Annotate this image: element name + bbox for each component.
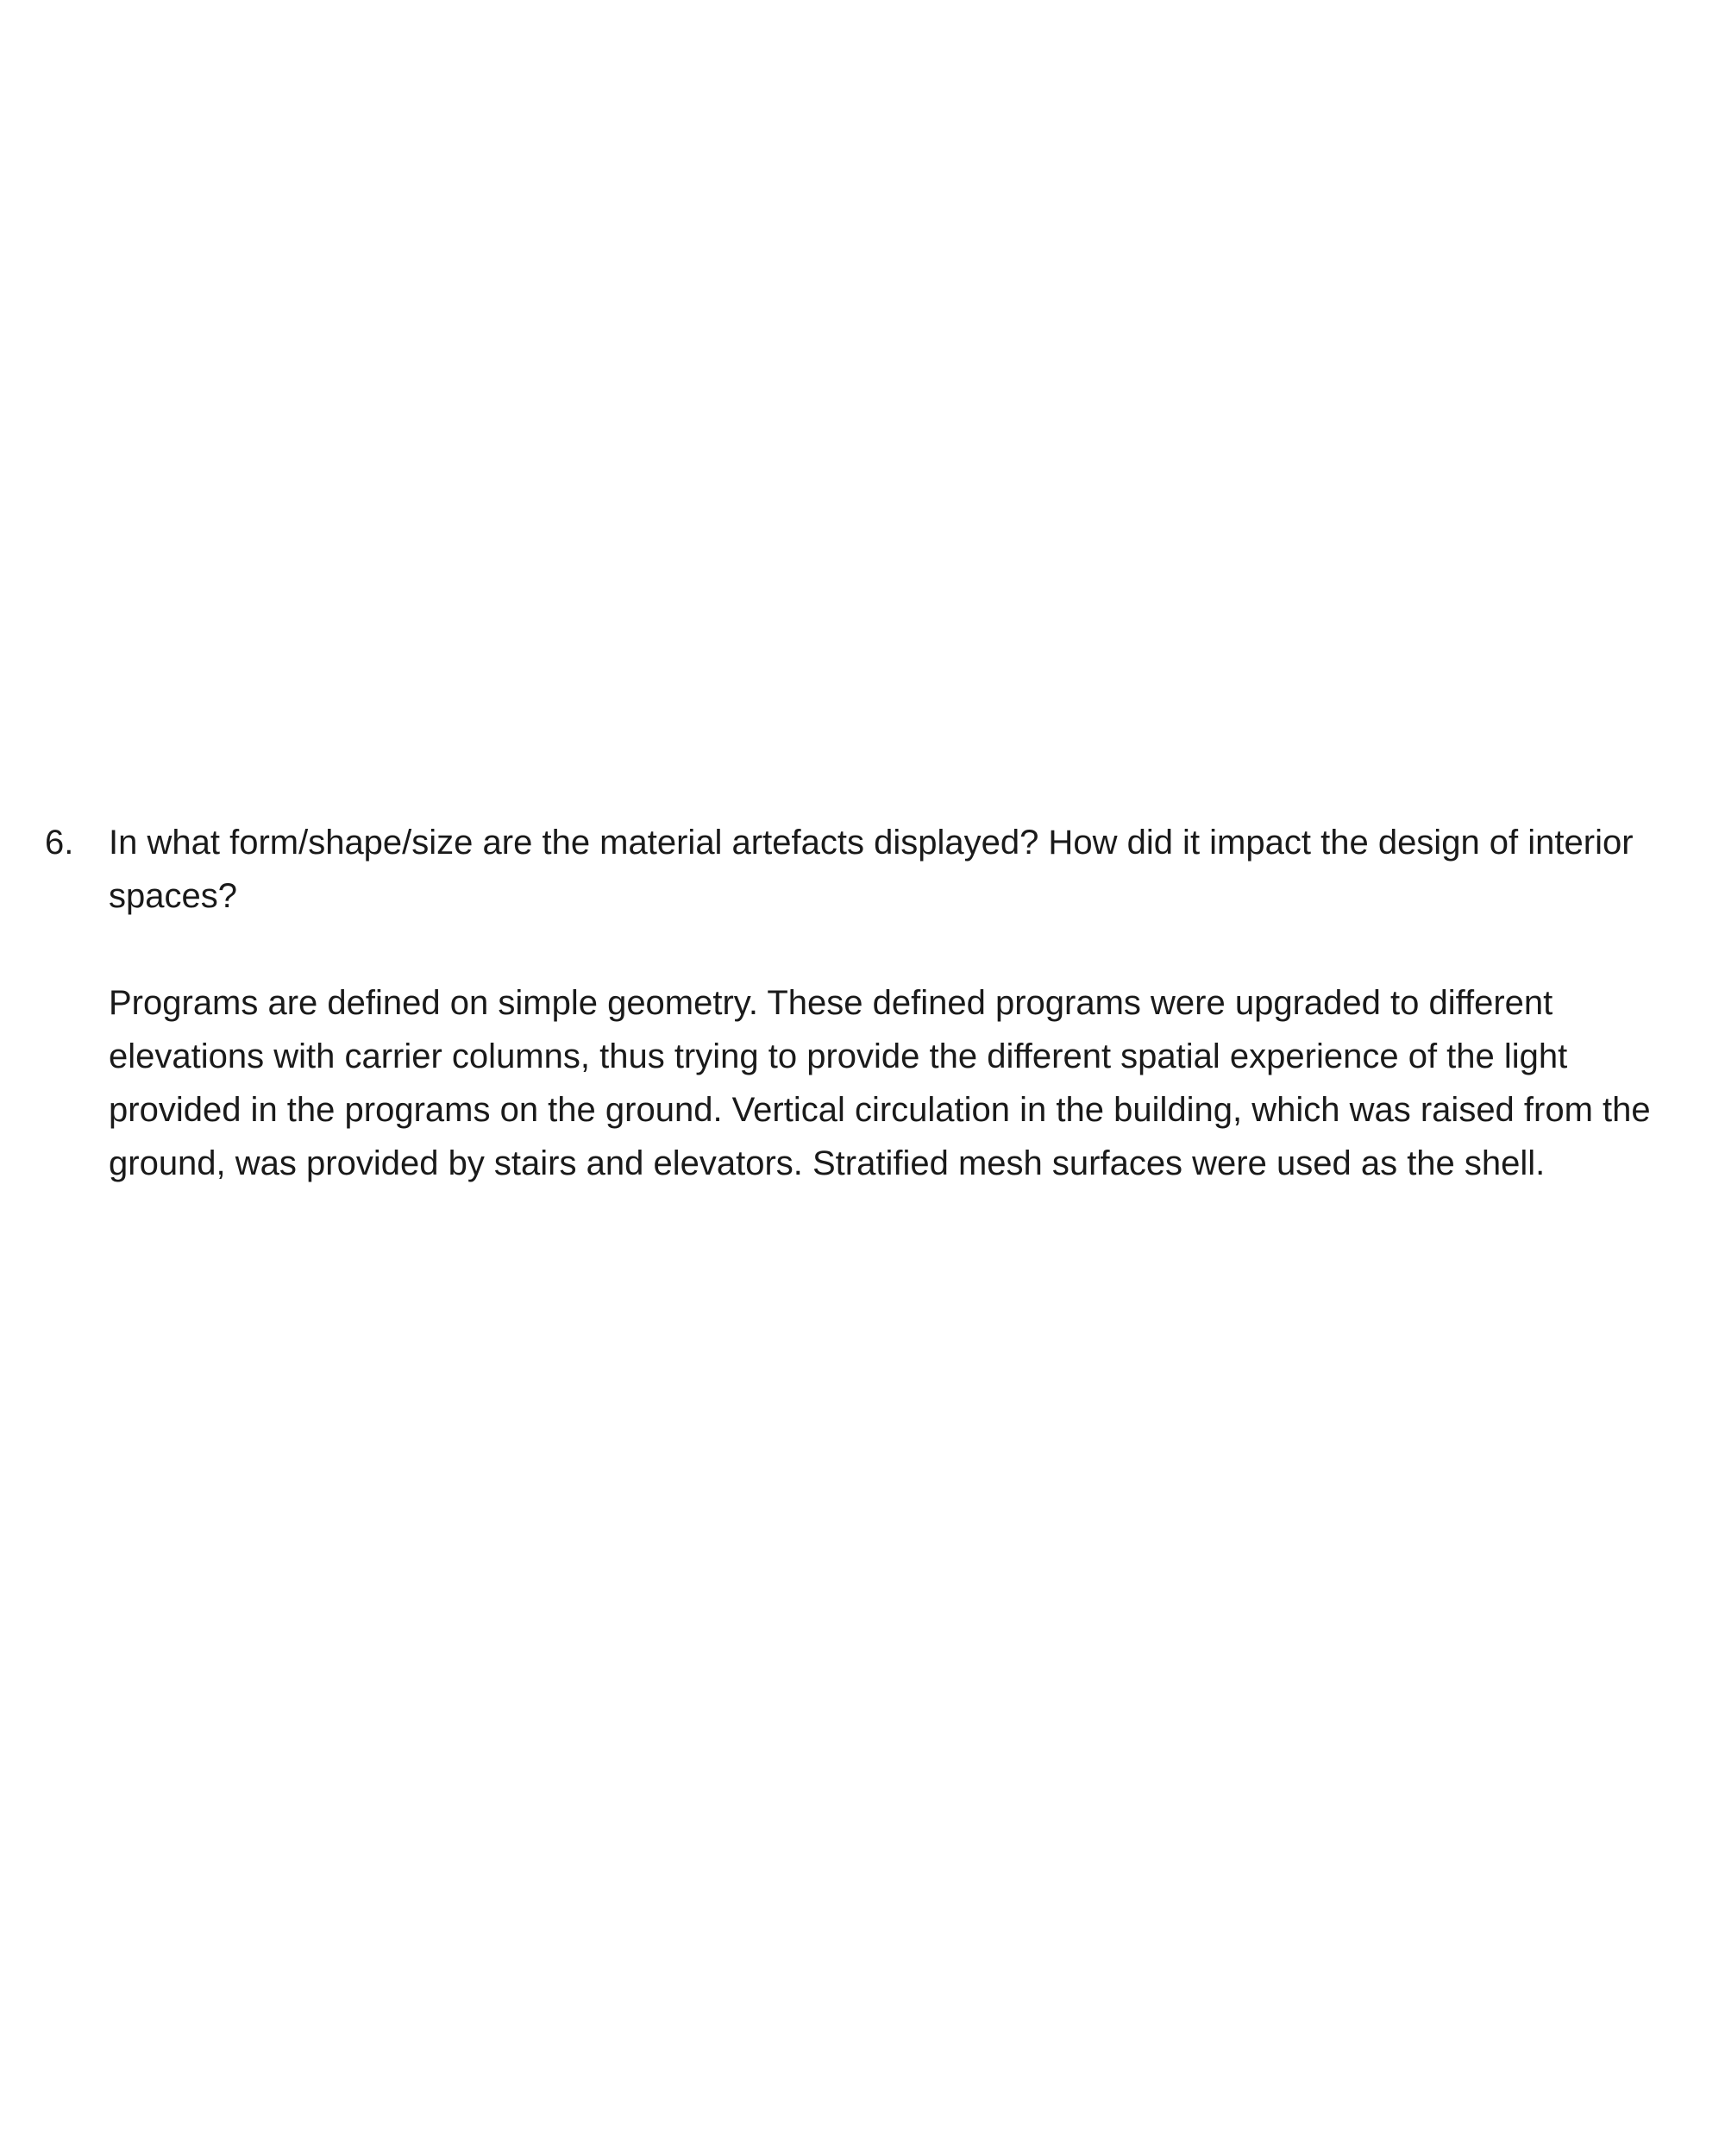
question-text: In what form/shape/size are the material artefacts displayed? How did it impact the design of interior spaces? (109, 824, 1634, 915)
answer-paragraph: Programs are defined on simple geometry. These defined programs were upgraded to different elevations with carrier columns, thus trying to provide the different spatial experience of the light provided in the programs on the ground. Vertical circulation in the building, which was raised from the ground, was provided by stairs and elevators. Stratified mesh surfaces were used as the shell. (109, 984, 1651, 1182)
question-block (45, 816, 1675, 1190)
question (45, 816, 1675, 923)
question-number: 6. (45, 824, 74, 862)
